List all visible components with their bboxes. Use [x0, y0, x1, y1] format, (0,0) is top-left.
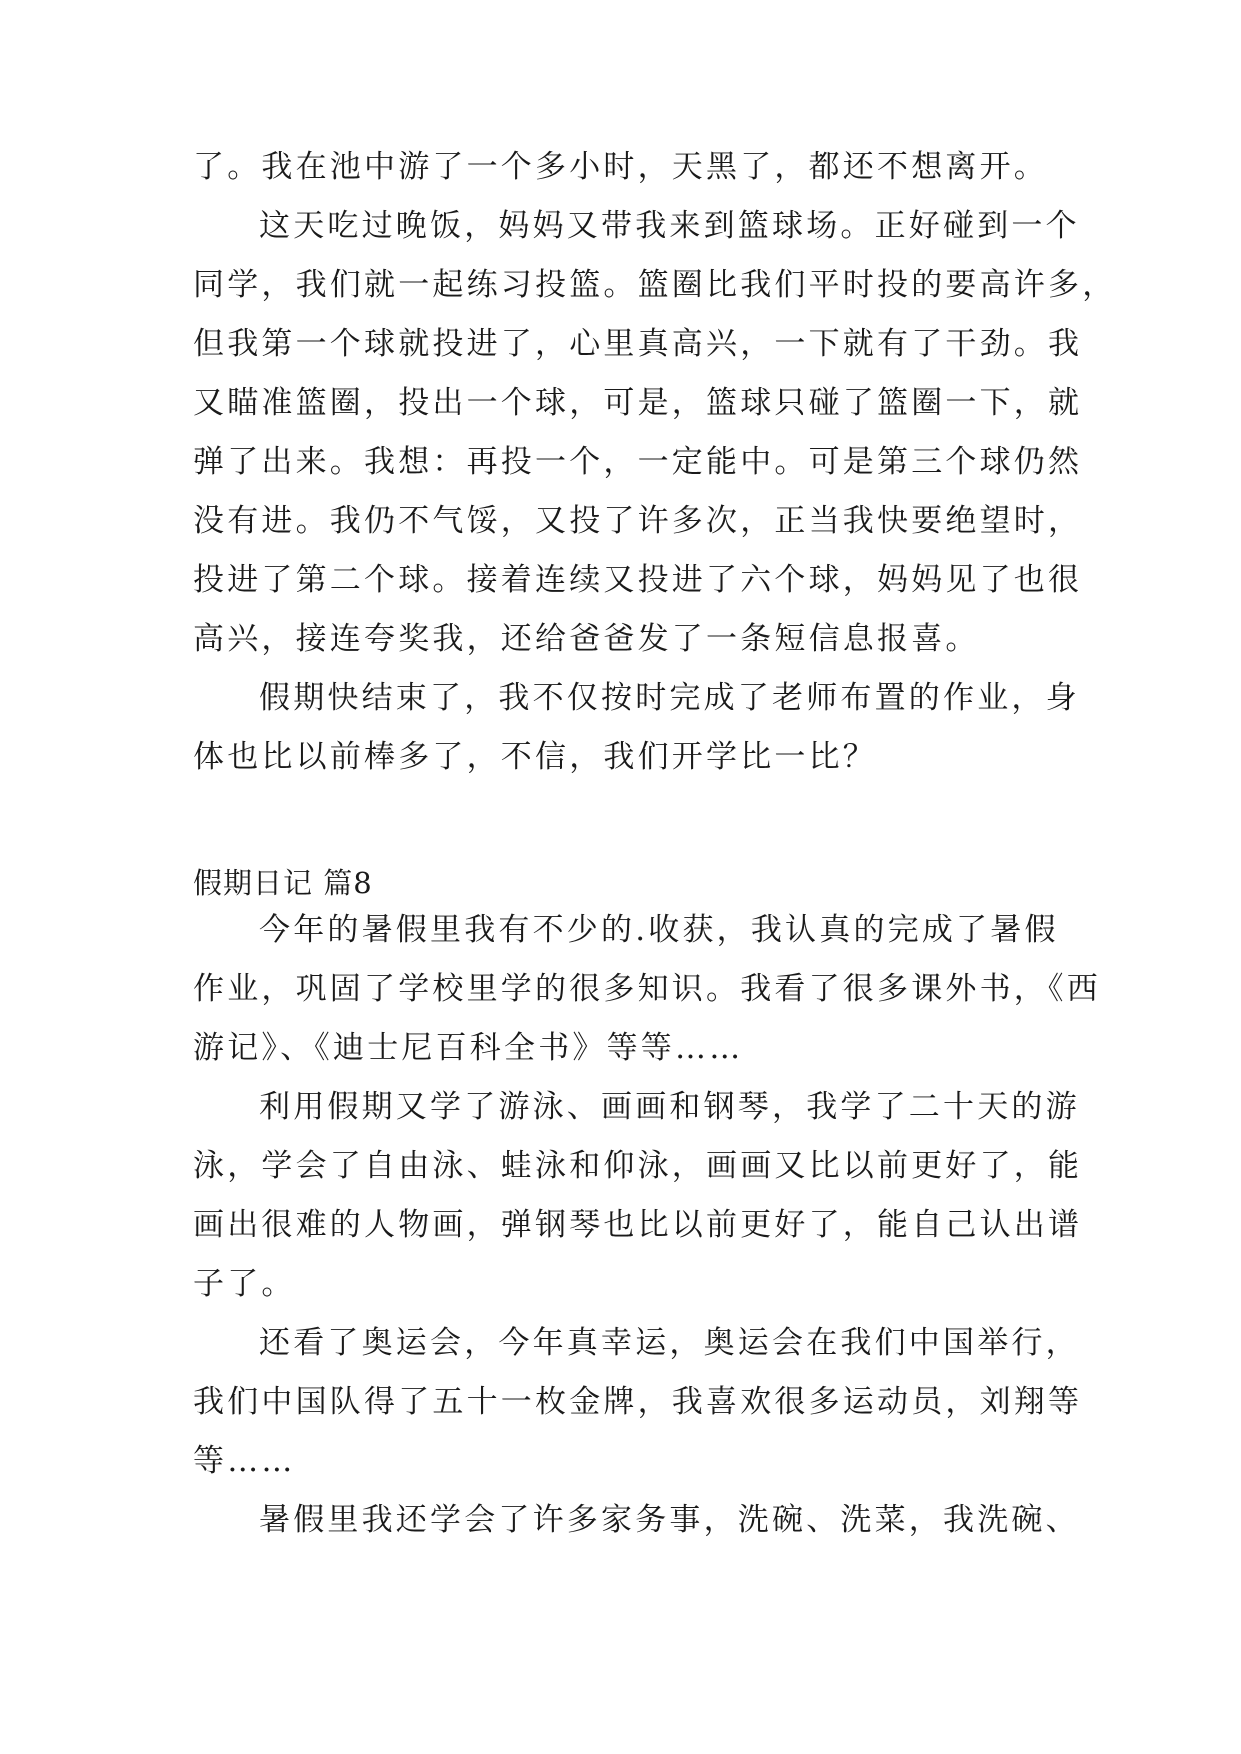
- text-line: 画出很难的人物画，弹钢琴也比以前更好了，能自己认出谱: [193, 1207, 1083, 1243]
- section-heading: 假期日记 篇8: [193, 866, 373, 900]
- text-line: 这天吃过晚饭，妈妈又带我来到篮球场。正好碰到一个: [259, 208, 1080, 244]
- text-line: 没有进。我仍不气馁，又投了许多次，正当我快要绝望时，: [193, 503, 1083, 539]
- text-line: 了。我在池中游了一个多小时，天黑了，都还不想离开。: [193, 149, 1048, 185]
- text-line: 等……: [193, 1443, 296, 1479]
- text-line: 泳，学会了自由泳、蛙泳和仰泳，画画又比以前更好了，能: [193, 1148, 1083, 1184]
- text-line: 暑假里我还学会了许多家务事，洗碗、洗菜，我洗碗、: [259, 1502, 1080, 1538]
- text-line: 利用假期又学了游泳、画画和钢琴，我学了二十天的游: [259, 1089, 1080, 1125]
- text-line: 体也比以前棒多了，不信，我们开学比一比？: [193, 739, 877, 775]
- text-line: 今年的暑假里我有不少的.收获，我认真的完成了暑假: [259, 912, 1059, 948]
- text-line: 子了。: [193, 1266, 296, 1302]
- text-line: 游记》、《迪士尼百科全书》等等……: [193, 1030, 744, 1066]
- text-line: 又瞄准篮圈，投出一个球，可是，篮球只碰了篮圈一下，就: [193, 385, 1083, 421]
- text-line: 作业，巩固了学校里学的很多知识。我看了很多课外书，《西: [193, 971, 1101, 1007]
- text-line: 假期快结束了，我不仅按时完成了老师布置的作业，身: [259, 680, 1080, 716]
- text-line: 高兴，接连夸奖我，还给爸爸发了一条短信息报喜。: [193, 621, 980, 657]
- text-line: 投进了第二个球。接着连续又投进了六个球，妈妈见了也很: [193, 562, 1083, 598]
- diary-section-previous: [193, 138, 1117, 787]
- text-line: 我们中国队得了五十一枚金牌，我喜欢很多运动员，刘翔等: [193, 1384, 1083, 1420]
- diary-section-8: [193, 901, 1101, 1550]
- text-line: 还看了奥运会，今年真幸运，奥运会在我们中国举行，: [259, 1325, 1080, 1361]
- text-line: 同学，我们就一起练习投篮。篮圈比我们平时投的要高许多，: [193, 267, 1117, 303]
- text-line: 但我第一个球就投进了，心里真高兴，一下就有了干劲。我: [193, 326, 1083, 362]
- text-line: 弹了出来。我想：再投一个，一定能中。可是第三个球仍然: [193, 444, 1083, 480]
